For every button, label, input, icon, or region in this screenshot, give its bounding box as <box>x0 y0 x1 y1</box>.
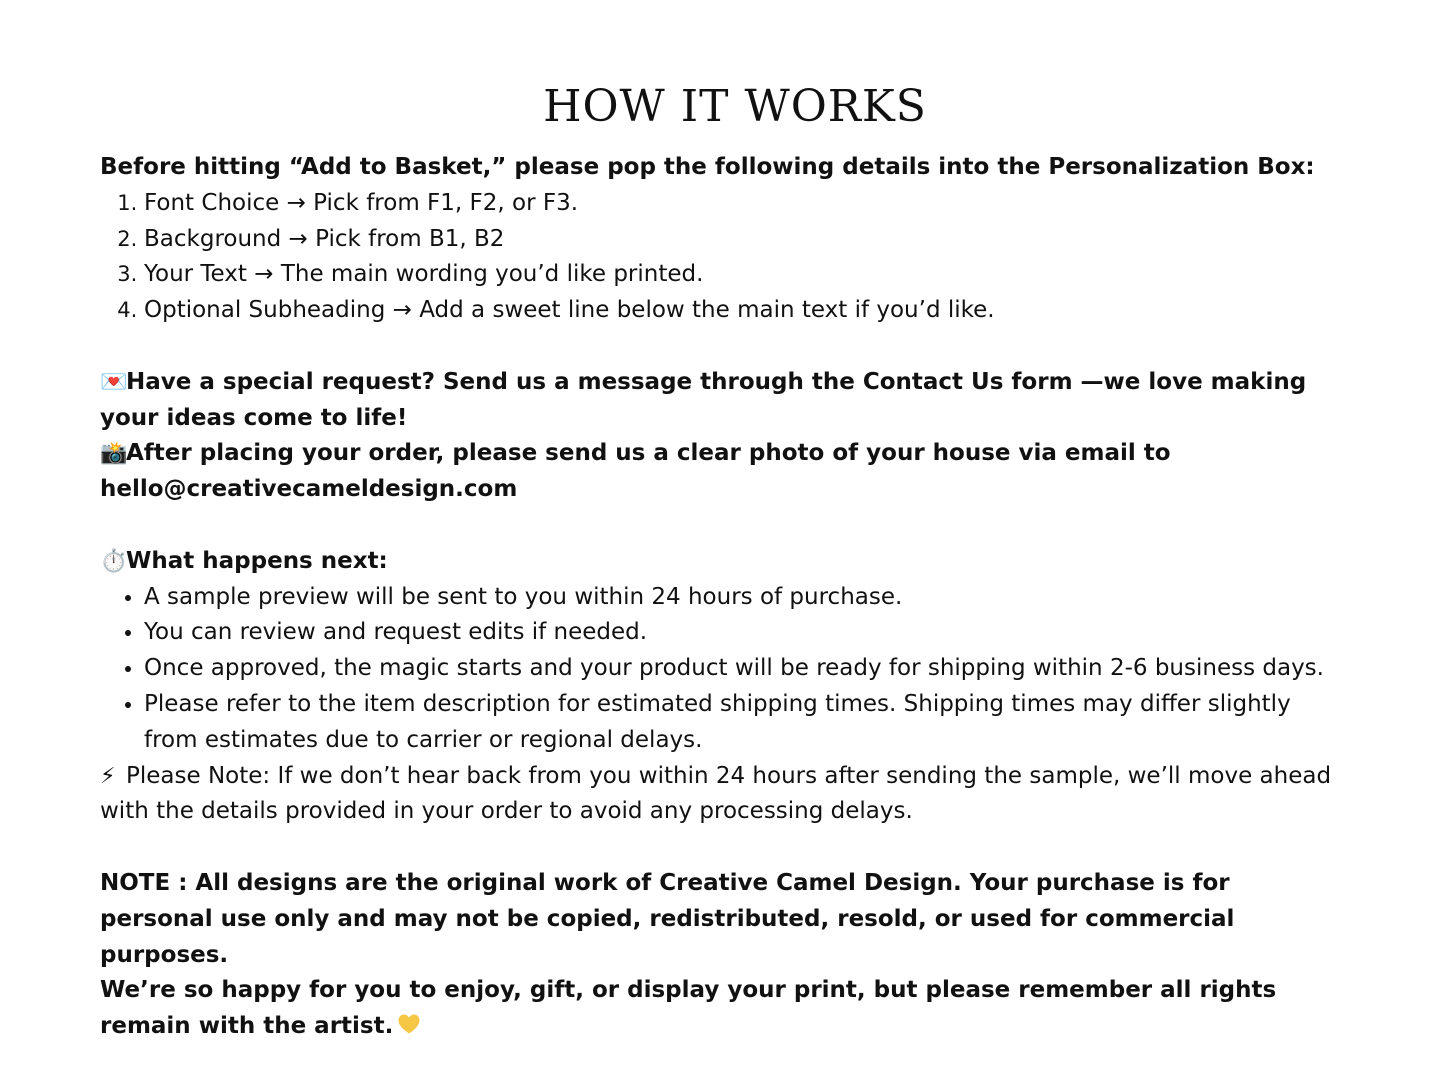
next-steps-heading <box>100 544 1340 580</box>
step-item: 3. Your Text → The main wording you’d like printed. <box>144 257 1340 293</box>
love-letter-icon: 💌 <box>100 369 128 395</box>
please-note-text <box>100 759 1340 831</box>
next-step-item: • Please refer to the item description for estimated shipping times. Shipping times may differ slightly from estimates due to carrier or regional delays. <box>144 687 1340 759</box>
yellow-heart-icon <box>397 1012 421 1036</box>
step-item: 4. Optional Subheading → Add a sweet line below the main text if you’d like. <box>144 293 1340 329</box>
legal-note-text: NOTE : All designs are the original work of Creative Camel Design. Your purchase is for personal use only and may not be copied, redistributed, resold, or used for commercial purposes. <box>100 869 1235 968</box>
step-item: 2. Background → Pick from B1, B2 <box>144 222 1340 258</box>
special-request-text <box>100 365 1340 437</box>
how-it-works-document <box>100 78 1340 1045</box>
next-steps-heading-text: What happens next: <box>126 547 388 574</box>
next-step-item: • You can review and request edits if needed. <box>144 615 1340 651</box>
page-title: HOW IT WORKS <box>543 81 927 132</box>
personalization-steps-list <box>100 186 1340 329</box>
next-step-item: • A sample preview will be sent to you within 24 hours of purchase. <box>144 580 1340 616</box>
photo-request-message: After placing your order, please send us a clear photo of your house via email to hello@creativecameldesign.com <box>100 440 1171 503</box>
please-note-message: Please Note: If we don’t hear back from you within 24 hours after sending the sample, we’ll move ahead with the details provided in your order to avoid any processing delays. <box>100 762 1332 825</box>
closing-text <box>100 973 1340 1045</box>
spacer <box>100 329 1340 365</box>
photo-request-text <box>100 436 1340 508</box>
intro-text: Before hitting “Add to Basket,” please pop the following details into the Personalization Box: <box>100 154 1315 180</box>
camera-flash-icon: 📸 <box>100 441 128 467</box>
special-request-message: Have a special request? Send us a message through the Contact Us form —we love making your ideas come to life! <box>100 368 1307 431</box>
step-item: 1. Font Choice → Pick from F1, F2, or F3. <box>144 186 1340 222</box>
stopwatch-icon: ⏱️ <box>100 548 128 574</box>
spacer <box>100 508 1340 544</box>
next-steps-list <box>100 580 1340 759</box>
next-step-item: • Once approved, the magic starts and your product will be ready for shipping within 2-6 business days. <box>144 651 1340 687</box>
closing-message: We’re so happy for you to enjoy, gift, or display your print, but please remember all rights remain with the artist. <box>100 977 1277 1040</box>
lightning-icon: ⚡ <box>100 763 116 789</box>
spacer <box>100 830 1340 866</box>
